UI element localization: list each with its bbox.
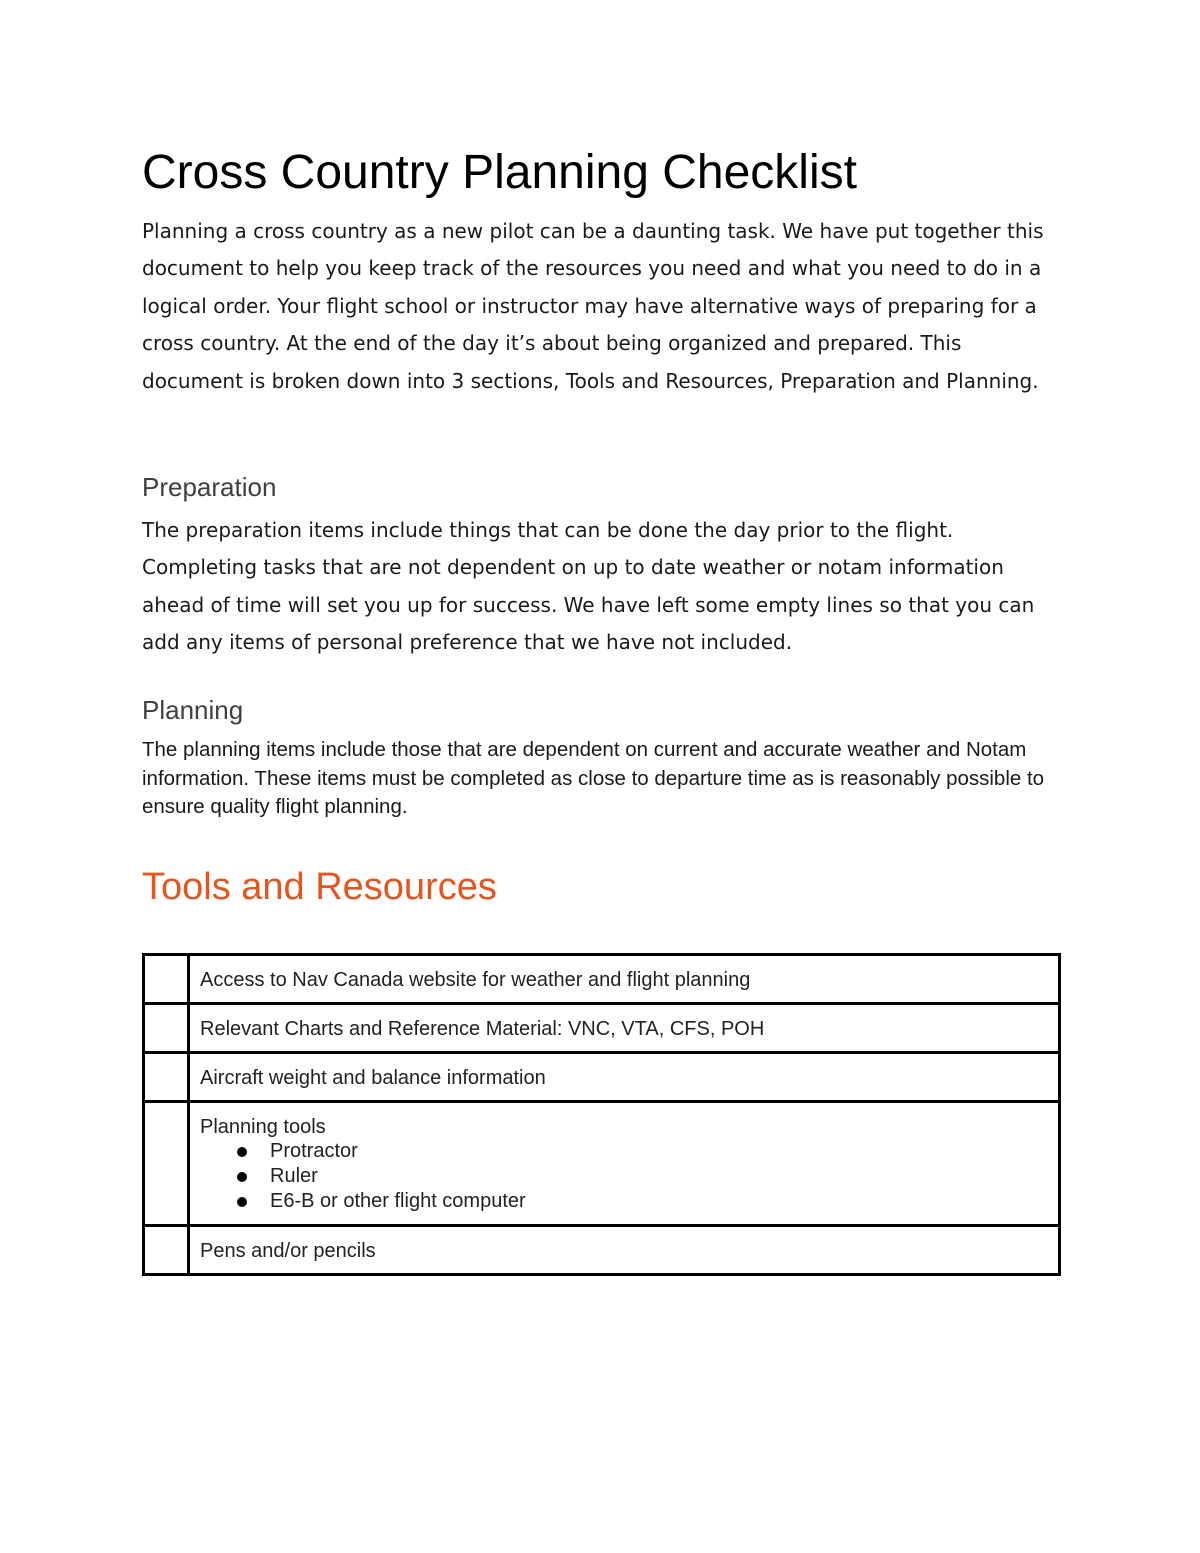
tools-checklist-table xyxy=(142,953,1061,1276)
bullet-icon xyxy=(237,1172,247,1182)
page-title: Cross Country Planning Checklist xyxy=(142,146,857,199)
checklist-item-label: Planning tools xyxy=(200,1116,326,1138)
list-item-label: Ruler xyxy=(270,1165,318,1187)
checklist-item: Relevant Charts and Reference Material: VNC, VTA, CFS, POH xyxy=(189,1004,1060,1053)
bullet-icon xyxy=(237,1197,247,1207)
list-item-label: Protractor xyxy=(270,1140,358,1162)
preparation-paragraph: The preparation items include things that can be done the day prior to the flight. Completing tasks that are not dependent on up to date weather or notam information ahead of time will set you up for success. We have left some empty lines so that you can add any items of personal preference that we have not included. xyxy=(142,518,1035,655)
planning-paragraph: The planning items include those that are dependent on current and accurate weather and Notam information. These items must be completed as close to departure time as is reasonably possible to ensure quality flight planning. xyxy=(142,738,1045,819)
intro-paragraph: Planning a cross country as a new pilot can be a daunting task. We have put together this document to help you keep track of the resources you need and what you need to do in a logical order. Your flight school or instructor may have alternative ways of preparing for a cross country. At the end of the day it’s about being organized and prepared. This document is broken down into 3 sections, Tools and Resources, Preparation and Planning. xyxy=(142,219,1044,393)
tools-resources-heading: Tools and Resources xyxy=(142,866,497,908)
table-row xyxy=(144,1053,1060,1102)
list-item xyxy=(200,1164,1048,1189)
checkbox-cell[interactable] xyxy=(144,1226,189,1275)
list-item xyxy=(200,1189,1048,1214)
checklist-item: Pens and/or pencils xyxy=(189,1226,1060,1275)
checklist-item: Aircraft weight and balance information xyxy=(189,1053,1060,1102)
checkbox-cell[interactable] xyxy=(144,955,189,1004)
sub-item-list xyxy=(200,1139,1048,1214)
planning-heading: Planning xyxy=(142,695,244,725)
table-row xyxy=(144,1004,1060,1053)
checklist-item: Access to Nav Canada website for weather and flight planning xyxy=(189,955,1060,1004)
table-row xyxy=(144,1102,1060,1226)
table-row xyxy=(144,955,1060,1004)
list-item xyxy=(200,1139,1048,1164)
preparation-heading: Preparation xyxy=(142,472,277,502)
checkbox-cell[interactable] xyxy=(144,1004,189,1053)
checkbox-cell[interactable] xyxy=(144,1102,189,1226)
bullet-icon xyxy=(237,1147,247,1157)
checklist-item xyxy=(189,1102,1060,1226)
list-item-label: E6-B or other flight computer xyxy=(270,1190,526,1212)
table-row xyxy=(144,1226,1060,1275)
checkbox-cell[interactable] xyxy=(144,1053,189,1102)
